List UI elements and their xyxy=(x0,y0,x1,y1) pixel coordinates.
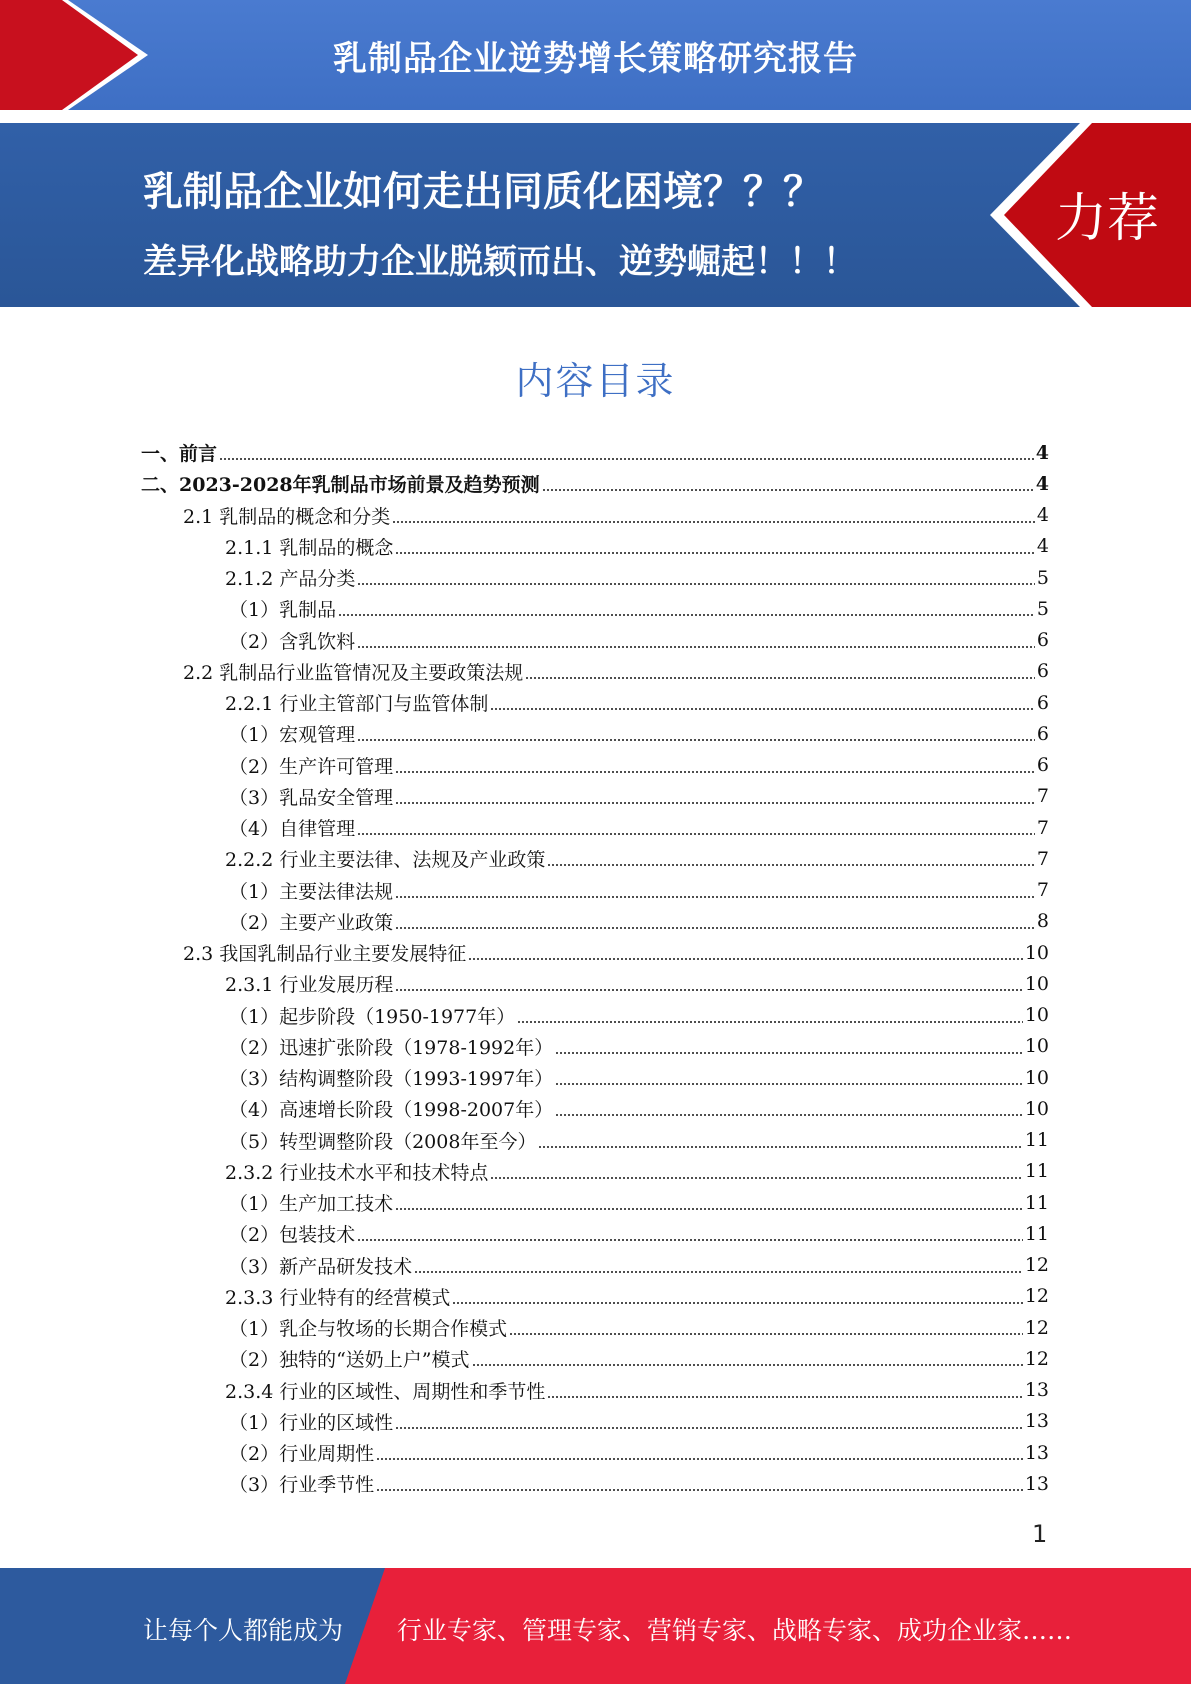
toc-entry-page: 12 xyxy=(1024,1316,1049,1339)
toc-entry[interactable] xyxy=(141,1437,1049,1468)
toc-entry[interactable] xyxy=(141,468,1049,499)
toc-entry-page: 4 xyxy=(1035,472,1049,495)
toc-entry-page: 7 xyxy=(1036,847,1049,870)
toc-leader-dots xyxy=(472,1351,1023,1370)
toc-entry-page: 13 xyxy=(1024,1410,1049,1433)
toc-title: 内容目录 xyxy=(515,359,676,403)
toc-entry-page: 4 xyxy=(1036,504,1049,527)
toc-leader-dots xyxy=(490,1164,1022,1183)
toc-entry[interactable] xyxy=(141,1187,1049,1218)
toc-entry-page: 6 xyxy=(1036,722,1049,745)
toc-entry-page: 6 xyxy=(1036,629,1049,652)
report-title: 乳制品企业逆势增长策略研究报告 xyxy=(333,38,858,79)
toc-leader-dots xyxy=(395,1195,1023,1214)
toc-entry-label: （2）行业周期性 xyxy=(229,1443,375,1466)
toc-entry-label: （5）转型调整阶段（2008年至今） xyxy=(229,1130,537,1153)
toc-leader-dots xyxy=(547,1383,1022,1402)
table-of-contents xyxy=(141,437,1049,1500)
toc-entry[interactable] xyxy=(141,1000,1049,1031)
toc-leader-dots xyxy=(542,476,1034,495)
banner-headline-answer: 差异化战略助力企业脱颖而出、逆势崛起！！！ xyxy=(143,242,857,282)
toc-entry-page: 10 xyxy=(1024,1004,1049,1027)
toc-entry-label: 2.3.4 行业的区域性、周期性和季节性 xyxy=(225,1380,546,1403)
toc-entry-page: 11 xyxy=(1024,1129,1049,1152)
toc-leader-dots xyxy=(395,789,1035,808)
toc-entry-label: 一、前言 xyxy=(141,443,218,466)
toc-leader-dots xyxy=(452,1289,1022,1308)
toc-entry-label: （1）乳企与牧场的长期合作模式 xyxy=(229,1318,508,1341)
toc-leader-dots xyxy=(525,664,1035,683)
toc-entry-label: 2.2 乳制品行业监管情况及主要政策法规 xyxy=(183,661,524,684)
toc-entry-page: 12 xyxy=(1024,1347,1049,1370)
toc-entry-label: 2.2.1 行业主管部门与监管体制 xyxy=(225,693,489,716)
toc-entry[interactable] xyxy=(141,1375,1049,1406)
toc-entry[interactable] xyxy=(141,531,1049,562)
toc-entry[interactable] xyxy=(141,843,1049,874)
toc-leader-dots xyxy=(468,945,1023,964)
toc-entry-page: 10 xyxy=(1024,972,1049,995)
toc-entry-label: （2）主要产业政策 xyxy=(229,911,394,934)
toc-entry-page: 6 xyxy=(1036,660,1049,683)
toc-leader-dots xyxy=(395,1414,1023,1433)
toc-entry[interactable] xyxy=(141,906,1049,937)
toc-entry[interactable] xyxy=(141,625,1049,656)
toc-leader-dots xyxy=(395,883,1035,902)
toc-leader-dots xyxy=(357,1226,1023,1245)
toc-entry-page: 11 xyxy=(1024,1191,1049,1214)
toc-entry-label: （2）迅速扩张阶段（1978-1992年） xyxy=(229,1036,554,1059)
toc-entry-label: 2.1.2 产品分类 xyxy=(225,568,356,591)
toc-entry-page: 10 xyxy=(1024,941,1049,964)
toc-leader-dots xyxy=(376,1476,1023,1495)
toc-entry[interactable] xyxy=(141,1062,1049,1093)
toc-entry[interactable] xyxy=(141,1218,1049,1249)
toc-leader-dots xyxy=(357,820,1035,839)
toc-leader-dots xyxy=(376,1445,1023,1464)
toc-entry[interactable] xyxy=(141,1125,1049,1156)
toc-entry-page: 13 xyxy=(1024,1441,1049,1464)
toc-entry[interactable] xyxy=(141,812,1049,843)
toc-leader-dots xyxy=(490,695,1035,714)
banner-headline-question: 乳制品企业如何走出同质化困境？？？ xyxy=(143,169,823,215)
toc-entry-label: （2）含乳饮料 xyxy=(229,630,356,653)
toc-entry-page: 12 xyxy=(1024,1254,1049,1277)
toc-entry-label: 2.3.3 行业特有的经营模式 xyxy=(225,1286,451,1309)
toc-entry-page: 11 xyxy=(1024,1222,1049,1245)
toc-entry[interactable] xyxy=(141,718,1049,749)
toc-entry-label: （4）自律管理 xyxy=(229,818,356,841)
toc-leader-dots xyxy=(517,1008,1023,1027)
toc-leader-dots xyxy=(357,633,1035,652)
toc-entry-page: 6 xyxy=(1036,691,1049,714)
toc-leader-dots xyxy=(509,1320,1023,1339)
toc-entry[interactable] xyxy=(141,437,1049,468)
toc-entry-label: （3）新产品研发技术 xyxy=(229,1255,413,1278)
toc-entry-label: 2.3.1 行业发展历程 xyxy=(225,974,394,997)
toc-entry-page: 11 xyxy=(1024,1160,1049,1183)
toc-entry-label: （3）结构调整阶段（1993-1997年） xyxy=(229,1068,554,1091)
toc-entry[interactable] xyxy=(141,1468,1049,1499)
toc-entry-label: （1）起步阶段（1950-1977年） xyxy=(229,1005,516,1028)
toc-entry-label: （3）乳品安全管理 xyxy=(229,786,394,809)
toc-leader-dots xyxy=(538,1133,1022,1152)
page-number: 1 xyxy=(1032,1520,1048,1548)
toc-entry-label: 2.2.2 行业主要法律、法规及产业政策 xyxy=(225,849,546,872)
toc-entry-page: 13 xyxy=(1024,1379,1049,1402)
toc-leader-dots xyxy=(555,1101,1023,1120)
toc-leader-dots xyxy=(219,445,1034,464)
toc-leader-dots xyxy=(395,758,1035,777)
toc-entry[interactable] xyxy=(141,937,1049,968)
toc-leader-dots xyxy=(555,1070,1023,1089)
toc-entry[interactable] xyxy=(141,687,1049,718)
toc-entry[interactable] xyxy=(141,1343,1049,1374)
toc-entry[interactable] xyxy=(141,875,1049,906)
toc-entry-label: （1）乳制品 xyxy=(229,599,337,622)
toc-entry-page: 10 xyxy=(1024,1066,1049,1089)
toc-entry-label: 2.1 乳制品的概念和分类 xyxy=(183,505,391,528)
toc-entry-page: 5 xyxy=(1036,566,1049,589)
toc-entry[interactable] xyxy=(141,1156,1049,1187)
toc-entry-page: 10 xyxy=(1024,1035,1049,1058)
toc-entry[interactable] xyxy=(141,1250,1049,1281)
toc-leader-dots xyxy=(395,976,1022,995)
toc-entry-label: （4）高速增长阶段（1998-2007年） xyxy=(229,1099,554,1122)
toc-entry-label: （3）行业季节性 xyxy=(229,1474,375,1497)
toc-leader-dots xyxy=(395,539,1035,558)
toc-entry[interactable] xyxy=(141,968,1049,999)
recommend-badge: 力荐 xyxy=(1055,189,1160,249)
toc-leader-dots xyxy=(392,508,1035,527)
toc-entry[interactable] xyxy=(141,750,1049,781)
toc-entry[interactable] xyxy=(141,781,1049,812)
toc-leader-dots xyxy=(414,1258,1023,1277)
footer-slogan-right: 行业专家、管理专家、营销专家、战略专家、成功企业家…… xyxy=(397,1616,1073,1645)
toc-leader-dots xyxy=(357,570,1035,589)
toc-entry[interactable] xyxy=(141,1281,1049,1312)
toc-entry-label: （2）独特的“送奶上户”模式 xyxy=(229,1349,470,1372)
toc-entry-page: 5 xyxy=(1036,597,1049,620)
footer-slogan-left: 让每个人都能成为 xyxy=(143,1616,344,1645)
toc-entry[interactable] xyxy=(141,593,1049,624)
toc-entry-label: 2.3 我国乳制品行业主要发展特征 xyxy=(183,943,467,966)
toc-leader-dots xyxy=(338,601,1035,620)
toc-entry-page: 4 xyxy=(1035,441,1049,464)
toc-leader-dots xyxy=(555,1039,1023,1058)
toc-entry[interactable] xyxy=(141,1093,1049,1124)
toc-entry[interactable] xyxy=(141,656,1049,687)
toc-entry[interactable] xyxy=(141,1406,1049,1437)
toc-entry-label: 2.3.2 行业技术水平和技术特点 xyxy=(225,1161,489,1184)
toc-entry-page: 12 xyxy=(1024,1285,1049,1308)
toc-entry[interactable] xyxy=(141,1031,1049,1062)
toc-entry-label: （2）包装技术 xyxy=(229,1224,356,1247)
toc-leader-dots xyxy=(547,851,1035,870)
toc-entry-page: 8 xyxy=(1036,910,1049,933)
toc-entry-label: 2.1.1 乳制品的概念 xyxy=(225,536,394,559)
toc-leader-dots xyxy=(395,914,1035,933)
toc-leader-dots xyxy=(357,726,1035,745)
toc-entry-label: （2）生产许可管理 xyxy=(229,755,394,778)
toc-entry-page: 7 xyxy=(1036,785,1049,808)
toc-entry-page: 10 xyxy=(1024,1097,1049,1120)
toc-entry[interactable] xyxy=(141,500,1049,531)
toc-entry-label: 二、2023-2028年乳制品市场前景及趋势预测 xyxy=(141,474,540,497)
toc-entry-label: （1）行业的区域性 xyxy=(229,1411,394,1434)
toc-entry-page: 7 xyxy=(1036,879,1049,902)
toc-entry-label: （1）主要法律法规 xyxy=(229,880,394,903)
toc-entry-page: 13 xyxy=(1024,1472,1049,1495)
toc-entry-label: （1）宏观管理 xyxy=(229,724,356,747)
toc-entry-page: 7 xyxy=(1036,816,1049,839)
toc-entry[interactable] xyxy=(141,562,1049,593)
toc-entry-page: 6 xyxy=(1036,754,1049,777)
toc-entry[interactable] xyxy=(141,1312,1049,1343)
toc-entry-page: 4 xyxy=(1036,535,1049,558)
toc-entry-label: （1）生产加工技术 xyxy=(229,1193,394,1216)
